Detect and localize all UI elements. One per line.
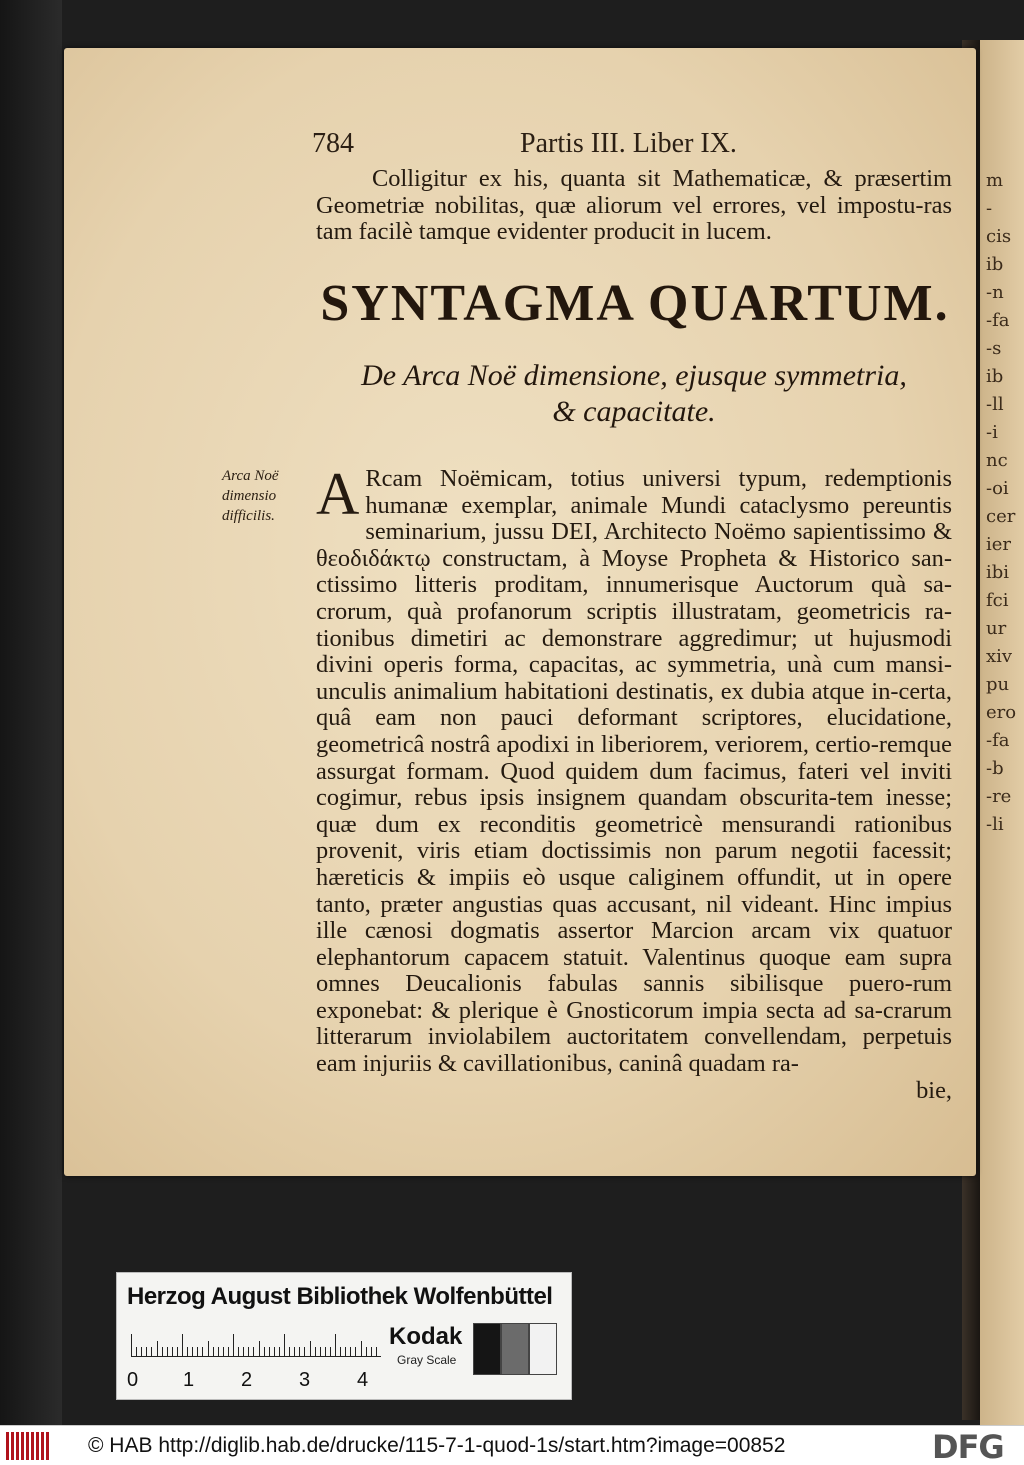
gray-swatch — [473, 1323, 501, 1375]
main-paragraph — [316, 461, 952, 1104]
ruler-tick — [157, 1341, 158, 1356]
marginal-note-line: Arca Noë — [222, 468, 279, 484]
ruler-tick — [192, 1347, 193, 1356]
facing-page-fragment: cis — [986, 226, 1012, 247]
ruler-tick — [376, 1347, 377, 1356]
facing-page-fragment: pu — [986, 674, 1010, 695]
running-head — [312, 128, 952, 162]
library-name: Herzog August Bibliothek Wolfenbüttel — [127, 1283, 553, 1310]
facing-page-fragment: xiv — [986, 646, 1013, 667]
section-title: SYNTAGMA QUARTUM. — [320, 275, 950, 332]
ruler-tick — [289, 1347, 290, 1356]
ruler-tick — [330, 1347, 331, 1356]
facing-page-fragment: ero — [986, 702, 1017, 723]
ruler-tick — [274, 1347, 275, 1356]
ruler-tick — [228, 1347, 229, 1356]
ruler-tick — [279, 1347, 280, 1356]
ruler-tick — [187, 1347, 188, 1356]
ruler-tick — [294, 1347, 295, 1356]
marginal-note — [222, 466, 312, 526]
marginal-note-line: difficilis. — [222, 508, 275, 524]
ruler-tick — [248, 1347, 249, 1356]
facing-page-fragment: ur — [986, 618, 1007, 639]
ruler-tick — [320, 1347, 321, 1356]
ruler-number: 1 — [183, 1369, 195, 1391]
ruler-tick — [233, 1334, 234, 1356]
ruler-tick — [223, 1347, 224, 1356]
facing-page-fragment: -fa — [986, 730, 1010, 751]
ruler-tick — [325, 1347, 326, 1356]
main-paragraph-text: Rcam Noëmicam, totius universi typum, redemptionis humanæ exemplar, animale Mundi cataclysmo pereuntis seminarium, jussu DEI, Architecto Noëmo sapientissimo & θεοδιδάκτῳ constructam, à Moyse Propheta & Historico san-ctissimo litteris proditam, innumerisque Auctorum quà sa-crorum, quà profanorum scriptis illustratam, geometricis ra-tionibus dimetiri ac demonstrare aggredimur; ut hujusmodi divini operis forma, capacitas, ac symmetria, unà cum mansi-unculis animalium habitationi destinatis, ex dubia atque in-certa, quâ eam non pauci deformant scriptores, elucidatione, geometricâ nostrâ apodixi in liberiorem, veriorem, certio-remque assurgat formam. Quod quidem dum facimus, fateri vel inviti cogimur, rebus ipsis insignem quandam obscurita-tem inesse; quæ dum ex reconditis geometricè mensurandi rationibus provenit, viris etiam doctissimis non parum negotii facessit; hæreticis & impiis eò usque caliginem offundit, ut in opere tanto, præter angustias quas accusant, nil videant. Hinc impius ille cænosi dogmatis assertor Marcion arcam vix quatuor elephantorum capacem statuit. Valentinus quoque eam supra omnes Deucalionis fabulas sannis sibilisque puero-rum exponebat: & plerique è Gnosticorum impia secta ad sa-crarum litterarum inviolabilem auctoritatem convellendam, perpetuis eam injuriis & cavillationibus, caninâ quadam ra- — [316, 465, 952, 1078]
ruler-tick — [350, 1347, 351, 1356]
facing-page-fragment: -ll — [986, 394, 1004, 415]
ruler-tick — [269, 1347, 270, 1356]
ruler-tick — [371, 1347, 372, 1356]
facing-page-fragment: -i — [986, 422, 998, 443]
ruler-tick — [253, 1347, 254, 1356]
ruler-tick — [355, 1347, 356, 1356]
ruler-tick — [335, 1334, 336, 1356]
ruler-tick — [141, 1347, 142, 1356]
facing-page-fragment: - — [986, 198, 993, 219]
facing-page-fragment: -fa — [986, 310, 1010, 331]
gray-swatches — [473, 1323, 557, 1375]
drop-cap: A — [316, 461, 360, 527]
ruler-tick — [131, 1334, 132, 1356]
hab-logo-icon[interactable] — [6, 1432, 50, 1460]
facing-page-fragment: nc — [986, 450, 1008, 471]
ruler-tick — [167, 1347, 168, 1356]
ruler-tick — [197, 1347, 198, 1356]
gray-scale-label: Gray Scale — [397, 1353, 457, 1367]
ruler-tick — [299, 1347, 300, 1356]
subtitle-line-1: De Arca Noë dimensione, ejusque symmetria, — [361, 359, 907, 392]
ruler-tick — [218, 1347, 219, 1356]
ruler-tick — [202, 1347, 203, 1356]
ruler-tick — [340, 1347, 341, 1356]
running-title: Partis III. Liber IX. — [520, 128, 737, 159]
ruler-tick — [162, 1347, 163, 1356]
ruler-tick — [177, 1347, 178, 1356]
section-subtitle — [316, 358, 952, 430]
ruler-tick — [243, 1347, 244, 1356]
dfg-logo[interactable]: DFG — [932, 1428, 1004, 1465]
ruler-tick — [136, 1347, 137, 1356]
facing-page-fragment: -oi — [986, 478, 1009, 499]
ruler-number: 2 — [241, 1369, 253, 1391]
facing-page-fragment: -s — [986, 338, 1002, 359]
ruler-tick — [304, 1347, 305, 1356]
page-number: 784 — [312, 128, 354, 159]
color-calibration-card — [116, 1272, 572, 1400]
ruler-tick — [315, 1347, 316, 1356]
ruler-number: 4 — [357, 1369, 369, 1391]
ruler-tick — [361, 1341, 362, 1356]
ruler-tick — [310, 1341, 311, 1356]
ruler-scale — [131, 1335, 381, 1357]
ruler-tick — [284, 1334, 285, 1356]
intro-paragraph: Colligitur ex his, quanta sit Mathematicæ, & præsertim Geometriæ nobilitas, quæ aliorum vel errores, vel impostu-ras tam facilè tamque evidenter producit in lucem. — [316, 165, 952, 246]
ruler-number: 3 — [299, 1369, 311, 1391]
viewer-footer — [0, 1425, 1024, 1465]
facing-page — [980, 40, 1024, 1425]
ruler-tick — [172, 1347, 173, 1356]
facing-page-fragment: ibi — [986, 562, 1010, 583]
facing-page-fragment: ier — [986, 534, 1012, 555]
facing-page-fragment: ib — [986, 254, 1004, 275]
ruler-tick — [213, 1347, 214, 1356]
facing-page-fragment: fci — [986, 590, 1009, 611]
facing-page-fragment: cer — [986, 506, 1016, 527]
facing-page-fragment: -re — [986, 786, 1012, 807]
kodak-brand: Kodak — [389, 1323, 463, 1350]
gray-swatch — [529, 1323, 557, 1375]
facing-page-fragment: -n — [986, 282, 1004, 303]
ruler-tick — [146, 1347, 147, 1356]
ruler-number: 0 — [127, 1369, 139, 1391]
copyright-link[interactable]: © HAB http://diglib.hab.de/drucke/115-7-1-quod-1s/start.htm?image=00852 — [88, 1434, 786, 1457]
gray-swatch — [501, 1323, 529, 1375]
scan-left-edge — [0, 0, 62, 1425]
catchword: bie, — [916, 1076, 952, 1104]
ruler-tick — [238, 1347, 239, 1356]
facing-page-fragment: m — [986, 170, 1004, 191]
subtitle-line-2: & capacitate. — [552, 395, 716, 428]
ruler-tick — [366, 1347, 367, 1356]
ruler-tick — [182, 1334, 183, 1356]
ruler-tick — [208, 1341, 209, 1356]
ruler-tick — [264, 1347, 265, 1356]
ruler-tick — [151, 1347, 152, 1356]
facing-page-fragment: -b — [986, 758, 1004, 779]
facing-page-fragment: -li — [986, 814, 1004, 835]
marginal-note-line: dimensio — [222, 488, 277, 504]
ruler-tick — [345, 1347, 346, 1356]
ruler-tick — [259, 1341, 260, 1356]
facing-page-fragment: ib — [986, 366, 1004, 387]
